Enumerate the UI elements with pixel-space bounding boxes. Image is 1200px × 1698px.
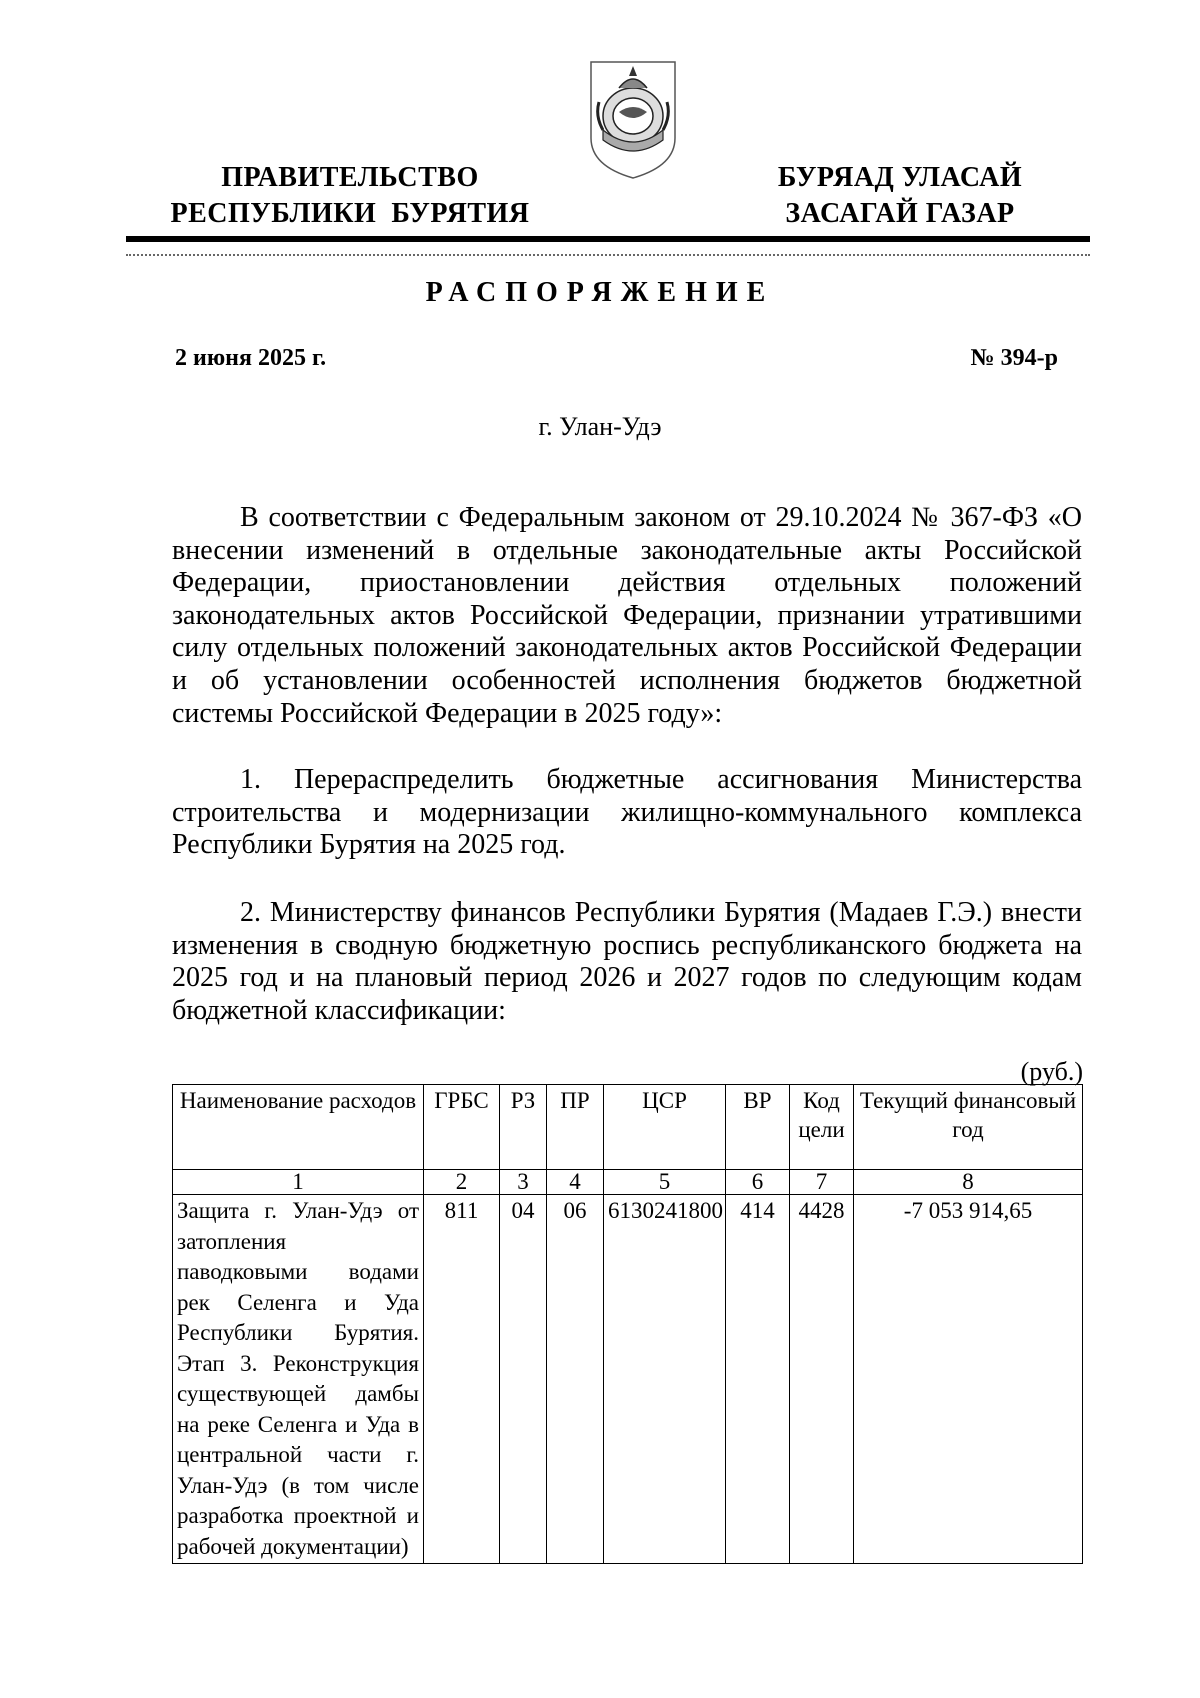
col-number: 7	[790, 1170, 854, 1195]
col-header-csr: ЦСР	[604, 1085, 726, 1170]
col-header-amount: Текущий финансовый год	[854, 1085, 1083, 1170]
table-column-numbers-row	[173, 1170, 1083, 1195]
table-unit-label: (руб.)	[1020, 1057, 1083, 1086]
col-number: 5	[604, 1170, 726, 1195]
col-header-rz: РЗ	[500, 1085, 547, 1170]
col-header-vr: ВР	[726, 1085, 790, 1170]
header-rule-thin	[126, 254, 1090, 256]
org-bua-line-1: БУРЯАД УЛАСАЙ	[777, 162, 1023, 193]
col-number: 2	[424, 1170, 500, 1195]
header-rule-thick	[126, 236, 1090, 242]
col-header-code: Код цели	[790, 1085, 854, 1170]
document-number: № 394-р	[970, 345, 1058, 371]
cell-vr: 414	[726, 1195, 790, 1564]
org-ru-line-2: РЕСПУБЛИКИ БУРЯТИЯ	[170, 198, 530, 229]
table-row	[173, 1195, 1083, 1564]
col-header-pr: ПР	[547, 1085, 604, 1170]
col-number: 6	[726, 1170, 790, 1195]
org-name-russian	[165, 160, 535, 232]
col-header-grbs: ГРБС	[424, 1085, 500, 1170]
org-name-buryat	[755, 160, 1045, 232]
table-header-row	[173, 1085, 1083, 1170]
cell-grbs: 811	[424, 1195, 500, 1564]
cell-rz: 04	[500, 1195, 547, 1564]
document-type: РАСПОРЯЖЕНИЕ	[425, 277, 775, 308]
document-date: 2 июня 2025 г.	[175, 345, 327, 371]
col-header-name: Наименование расходов	[173, 1085, 424, 1170]
cell-amount: -7 053 914,65	[854, 1195, 1083, 1564]
cell-pr: 06	[547, 1195, 604, 1564]
budget-table	[172, 1084, 1083, 1564]
body-paragraph-item-2: 2. Министерству финансов Республики Бурятия (Мадаев Г.Э.) внести изменения в сводную бюджетную роспись республиканского бюджета на 2025 год и на плановый период 2026 и 2027 годов по следующим кодам бюджетной классификации:	[172, 897, 1082, 1026]
col-number: 4	[547, 1170, 604, 1195]
document-city: г. Улан-Удэ	[538, 412, 662, 441]
col-number: 8	[854, 1170, 1083, 1195]
cell-expense-name: Защита г. Улан-Удэ от затопления паводковыми водами рек Селенга и Уда Республики Бурятия. Этап 3. Реконструкция существующей дамбы на реке Селенга и Уда в центральной части г. Улан-Удэ (в том числе разработка проектной и рабочей документации)	[173, 1195, 424, 1564]
body-paragraph-item-1: 1. Перераспределить бюджетные ассигнования Министерства строительства и модернизации жилищно-коммунального комплекса Республики Бурятия на 2025 год.	[172, 764, 1082, 861]
org-bua-line-2: ЗАСАГАЙ ГАЗАР	[785, 198, 1015, 229]
coat-of-arms-icon	[585, 58, 681, 182]
col-number: 3	[500, 1170, 547, 1195]
org-ru-line-1: ПРАВИТЕЛЬСТВО	[221, 162, 479, 193]
body-paragraph-preamble: В соответствии с Федеральным законом от 29.10.2024 № 367-ФЗ «О внесении изменений в отдельные законодательные акты Российской Федерации, приостановлении действия отдельных положений законодательных актов Российской Федерации, признании утратившими силу отдельных положений законодательных актов Российской Федерации и об установлении особенностей исполнения бюджетов бюджетной системы Российской Федерации в 2025 году»:	[172, 502, 1082, 729]
col-number: 1	[173, 1170, 424, 1195]
cell-code: 4428	[790, 1195, 854, 1564]
cell-csr: 6130241800	[604, 1195, 726, 1564]
